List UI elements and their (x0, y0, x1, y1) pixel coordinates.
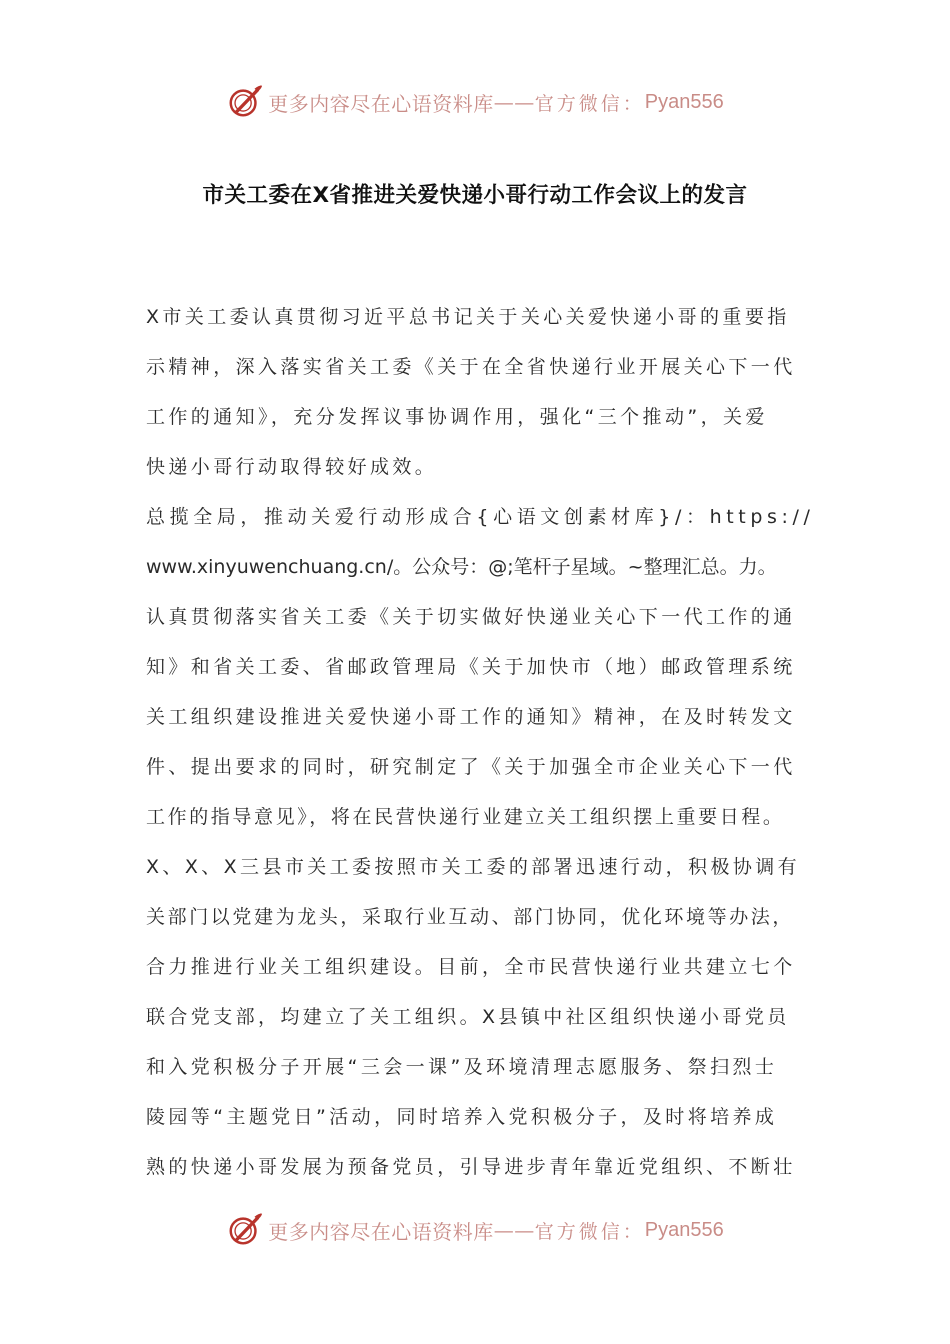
document-body (146, 300, 814, 1200)
header-banner (0, 82, 950, 122)
banner-wechat-label: 官方微信： (534, 1220, 645, 1243)
quill-logo-icon (226, 83, 264, 121)
footer-banner (0, 1210, 950, 1250)
body-line: 和入党积极分子开展“三会一课”及环境清理志愿服务、祭扫烈士 (146, 1056, 778, 1078)
document-title: 市关工委在X省推进关爱快递小哥行动工作会议上的发言 (202, 183, 748, 208)
body-line: 联合党支部，均建立了关工组织。X县镇中社区组织快递小哥党员 (146, 1006, 790, 1028)
body-line: 合力推进行业关工组织建设。目前，全市民营快递行业共建立七个 (146, 956, 796, 978)
body-line: 陵园等“主题党日”活动，同时培养入党积极分子，及时将培养成 (146, 1106, 778, 1128)
body-line: 示精神，深入落实省关工委《关于在全省快递行业开展关心下一代 (146, 356, 796, 378)
banner-dash: —— (493, 90, 535, 114)
body-line: 关部门以党建为龙头，采取行业互动、部门协同，优化环境等办法， (146, 906, 795, 928)
body-line: X市关工委认真贯彻习近平总书记关于关心关爱快递小哥的重要指 (146, 306, 790, 328)
body-line: 件、提出要求的同时，研究制定了《关于加强全市企业关心下一代 (146, 756, 796, 778)
body-line: 快递小哥行动取得较好成效。 (146, 456, 438, 478)
quill-logo-icon (226, 1211, 264, 1249)
body-line: X、X、X三县市关工委按照市关工委的部署迅速行动，积极协调有 (146, 856, 801, 878)
body-line: www.xinyuwenchuang.cn/。公众号：@;笔杆子星域。~整理汇总。力。 (146, 556, 777, 578)
banner-wechat-id: Pyan556 (644, 90, 724, 113)
banner-slogan: 更多内容尽在心语资料库 (268, 1219, 494, 1244)
body-line: 关工组织建设推进关爱快递小哥工作的通知》精神，在及时转发文 (146, 706, 796, 728)
body-line: 认真贯彻落实省关工委《关于切实做好快递业关心下一代工作的通 (146, 606, 796, 628)
body-line: 工作的通知》，充分发挥议事协调作用，强化“三个推动”，关爱 (146, 406, 768, 428)
body-line: 工作的指导意见》，将在民营快递行业建立关工组织摆上重要日程。 (146, 806, 785, 828)
banner-dash: —— (493, 1218, 535, 1242)
banner-slogan: 更多内容尽在心语资料库 (268, 91, 494, 116)
banner-wechat-label: 官方微信： (534, 92, 645, 115)
body-line: 熟的快递小哥发展为预备党员，引导进步青年靠近党组织、不断壮 (146, 1156, 796, 1178)
body-line: 知》和省关工委、省邮政管理局《关于加快市（地）邮政管理系统 (146, 656, 796, 678)
body-line: 总揽全局，推动关爱行动形成合{心语文创素材库}/：https:// (146, 506, 815, 528)
banner-wechat-id: Pyan556 (644, 1218, 724, 1241)
